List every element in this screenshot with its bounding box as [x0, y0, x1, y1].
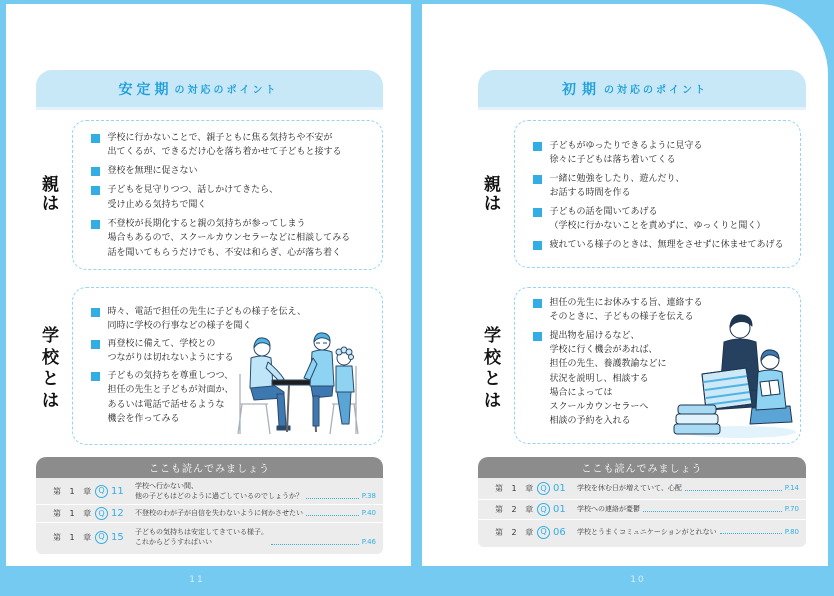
reading-text: 子どもの気持ちは安定してきている様子。 これからどうすればいい	[135, 527, 268, 546]
page-reference: P.38	[361, 492, 376, 500]
dotted-leader	[643, 511, 782, 512]
list-item	[91, 131, 351, 160]
reading-section-title: ここも読んでみましょう	[36, 457, 383, 478]
dotted-leader	[685, 490, 782, 491]
item-text: 再登校に備えて、学校との つながりは切れないようにする	[107, 338, 234, 363]
square-bullet-icon	[533, 332, 542, 341]
square-bullet-icon	[533, 208, 542, 217]
item-text: 疲れている様子のときは、無理をさせずに休ませてあげる	[549, 239, 784, 250]
list-item	[91, 183, 351, 212]
page-number-left: 11	[189, 575, 205, 585]
square-bullet-icon	[91, 372, 100, 381]
square-bullet-icon	[533, 299, 542, 308]
left-page	[6, 4, 411, 566]
square-bullet-icon	[91, 340, 100, 349]
parent-points-box	[514, 120, 801, 268]
parent-points-list	[91, 131, 351, 261]
q-circle-icon: Q	[537, 526, 550, 539]
item-text: 提出物を届けるなど、 学校に行く機会があれば、 担任の先生、養護教諭などに 状況を説明し、相談する 場合によっては スクールカウンセラーへ 相談の予約を入れる	[549, 330, 667, 427]
reading-row	[36, 522, 383, 551]
reading-entry	[577, 504, 799, 515]
school-section-label: 学校とは	[484, 326, 501, 411]
square-bullet-icon	[533, 241, 542, 250]
list-item	[533, 238, 784, 252]
item-text: 不登校が長期化すると親の気持ちが参ってしまう 場合もあるので、スクールカウンセラーなどに相談してみる 話を聞いてもらうだけでも、不安は和らぎ、心が落ち着く	[107, 218, 351, 258]
item-text: 子どもの話を聞いてあげる （学校に行かないことを責めずに、ゆっくりと聞く）	[549, 206, 766, 231]
reading-row	[36, 504, 383, 522]
square-bullet-icon	[533, 175, 542, 184]
question-number: 12	[111, 508, 124, 519]
reading-entry	[577, 483, 799, 494]
question-number: 01	[553, 483, 566, 494]
chapter-label: 第 1 章	[495, 484, 537, 493]
q-circle-icon: Q	[95, 485, 108, 498]
reading-row	[478, 519, 806, 544]
reading-entry	[135, 527, 376, 548]
reading-entry	[577, 527, 799, 538]
item-text: 子どもがゆったりできるように見守る 徐々に子どもは落ち着いてくる	[549, 140, 703, 165]
reading-list	[478, 478, 806, 547]
dotted-leader	[306, 498, 359, 499]
question-number: 11	[111, 485, 124, 497]
reading-row	[478, 478, 806, 499]
reading-text: 学校への連絡が憂鬱	[577, 505, 640, 514]
reading-entry	[135, 481, 376, 502]
q-circle-icon: Q	[537, 482, 550, 495]
list-item	[533, 205, 784, 233]
list-item	[91, 217, 351, 261]
parent-points-box	[72, 120, 383, 270]
right-page-header	[478, 70, 806, 110]
question-number: 01	[553, 504, 566, 515]
reading-row	[36, 478, 383, 504]
parent-section-label: 親は	[484, 175, 501, 214]
left-page-header	[36, 70, 383, 110]
square-bullet-icon	[91, 308, 100, 317]
list-item	[91, 164, 351, 179]
reading-text: 不登校のわが子が自信を失わないように何かさせたい	[135, 509, 303, 518]
header-title-main: 初期	[562, 81, 602, 98]
dotted-leader	[720, 533, 782, 534]
header-title-sub: の対応のポイント	[174, 85, 279, 96]
page-number-right: 10	[630, 575, 646, 585]
item-text: 子どもの気持ちを尊重しつつ、 担任の先生と子どもが対面か、 あるいは電話で話せるような 機会を作ってみる	[107, 370, 234, 424]
square-bullet-icon	[91, 167, 100, 176]
chapter-label: 第 2 章	[495, 505, 537, 514]
parent-points-list	[533, 139, 784, 252]
page-reference: P.80	[784, 527, 799, 536]
item-text: 担任の先生にお休みする旨、連絡する そのときに、子どもの様子を伝える	[549, 297, 703, 322]
chapter-label: 第 1 章	[53, 532, 95, 542]
school-section-label: 学校とは	[42, 326, 59, 411]
item-text: 登校を無理に促さない	[107, 166, 198, 176]
q-circle-icon: Q	[537, 503, 550, 516]
page-reference: P.46	[361, 538, 376, 546]
right-page	[422, 4, 828, 566]
reading-entry	[135, 508, 376, 519]
header-title-sub: の対応のポイント	[604, 85, 708, 96]
chapter-label: 第 2 章	[495, 527, 537, 537]
square-bullet-icon	[91, 220, 100, 229]
parent-section-label: 親は	[42, 175, 59, 214]
item-text: 学校に行かないことで、親子ともに焦る気持ちや不安が 出てくるが、できるだけ心を落ち着かせて子どもと接する	[107, 132, 342, 157]
page-reference: P.40	[361, 509, 376, 518]
meeting-table-illustration	[232, 326, 362, 438]
dotted-leader	[306, 515, 359, 516]
dotted-leader	[271, 544, 359, 545]
item-text: 一緒に勉強をしたり、遊んだり、 お話する時間を作る	[549, 173, 685, 198]
page-reference: P.14	[784, 484, 799, 493]
reading-row	[478, 499, 806, 519]
reading-section-title: ここも読んでみましょう	[478, 457, 806, 478]
chapter-label: 第 1 章	[53, 509, 95, 518]
chapter-label: 第 1 章	[53, 486, 95, 496]
reading-list	[36, 478, 383, 554]
list-item	[533, 139, 784, 167]
square-bullet-icon	[91, 186, 100, 195]
parent-child-laundry-illustration	[662, 308, 797, 442]
q-circle-icon: Q	[95, 507, 108, 520]
page-reference: P.70	[784, 505, 799, 514]
reading-text: 学校へ行かない間、 他の子どもはどのように過ごしているのでしょうか？	[135, 481, 303, 500]
item-text: 子どもを見守りつつ、話しかけてきたら、 受け止める気持ちで聞く	[107, 185, 279, 210]
reading-text: 学校を休む日が増えていて、心配	[577, 484, 682, 493]
question-number: 06	[553, 526, 566, 538]
header-title-main: 安定期	[118, 81, 173, 98]
q-circle-icon: Q	[95, 531, 108, 544]
question-number: 15	[111, 531, 124, 543]
square-bullet-icon	[91, 134, 100, 143]
square-bullet-icon	[533, 142, 542, 151]
reading-text: 学校とうまくコミュニケーションがとれない	[577, 527, 717, 536]
item-text: 時々、電話で担任の先生に子どもの様子を伝え、 同時に学校の行事などの様子を聞く	[107, 306, 307, 331]
list-item	[533, 172, 784, 200]
